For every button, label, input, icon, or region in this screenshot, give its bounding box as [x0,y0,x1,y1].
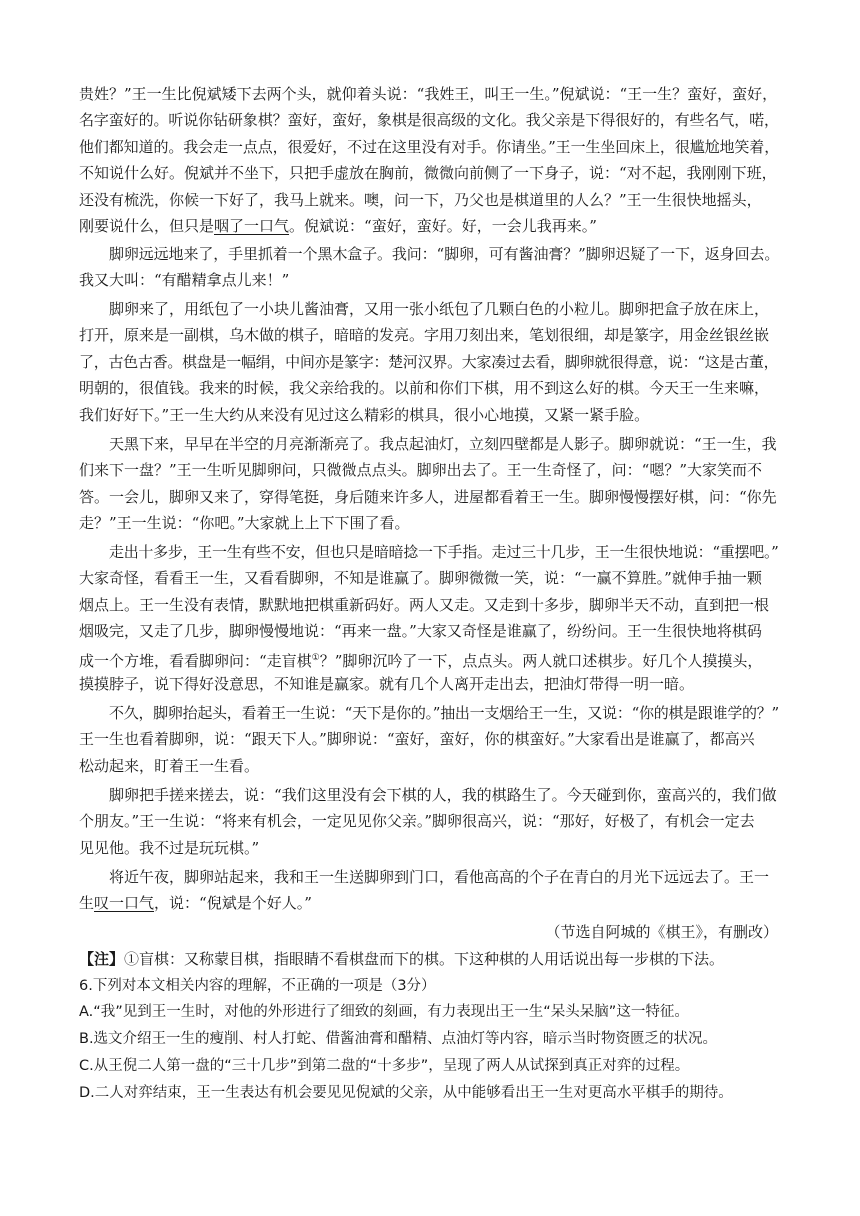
text-line: 不久，脚卵抬起头，看着王一生说：“天下是你的。”抽出一支烟给王一生，又说：“你的棋是跟谁学的？” [109,704,779,722]
text-line: 走出十多步，王一生有些不安，但也只是暗暗捻一下手指。走过三十几步，王一生很快地说：“重摆吧。” [109,543,779,561]
question-stem: 6.下列对本文相关内容的理解，不正确的一项是（3分） [79,978,436,994]
text-line: 们来下一盘？”王一生听见脚卵问，只微微点点头。脚卵出去了。王一生奇怪了，问：“嗯？”大家笑而不 [79,461,763,479]
annotation-note [79,946,779,972]
text-segment: 生 [79,894,95,912]
underlined-phrase: 咽了一口气 [214,217,290,235]
text-line: 烟点上。王一生没有表情，默默地把棋重新码好。两人又走。又走到十多步，脚卵半天不动，直到把一根 [79,596,770,614]
text-line: 走？”王一生说：“你吧。”大家就上上下下围了看。 [79,514,410,532]
text-line: 摸摸脖子，说下得好没意思，不知谁是赢家。就有几个人离开走出去，把油灯带得一明一暗。 [79,675,695,693]
text-line: 大家奇怪，看看王一生，又看看脚卵，不知是谁赢了。脚卵微微一笑，说：“一赢不算胜。”就伸手抽一颗 [79,569,762,587]
text-line-with-underline [79,890,779,916]
text-segment: ，说：“倪斌是个好人。” [154,894,312,912]
text-line: 我又大叫：“有醋精拿点儿来！” [79,271,290,289]
text-line: 贵姓？”王一生比倪斌矮下去两个头，就仰着头说：“我姓王，叫王一生。”倪斌说：“王一生？蛮好，蛮好， [79,85,778,103]
option-d: D.二人对弈结束，王一生表达有机会要见见倪斌的父亲，从中能够看出王一生对更高水平棋手的期待。 [79,1085,733,1101]
option-b: B.选文介绍王一生的瘦削、村人打蛇、借酱油膏和醋精、点油灯等内容，暗示当时物资匮乏的状况。 [79,1031,718,1047]
text-line: 将近午夜，脚卵站起来，我和王一生送脚卵到门口，看他高高的个子在青白的月光下远远去了。王一 [109,868,770,886]
text-line: 答。一会儿，脚卵又来了，穿得笔挺，身后随来许多人，进屋都看着王一生。脚卵慢慢摆好棋，问：“你先 [79,488,777,506]
text-line: 天黑下来，早早在半空的月亮渐渐亮了。我点起油灯，立刻四壁都是人影子。脚卵就说：“王一生，我 [109,435,777,453]
footnote-mark: ① [311,653,320,663]
text-line: 打开，原来是一副棋，乌木做的棋子，暗暗的发亮。字用刀刻出来，笔划很细，却是篆字，用金丝银丝嵌 [79,326,770,344]
text-segment: 成一个方堆，看看脚卵问：“走盲棋 [79,652,312,670]
text-line-with-underline [79,213,779,239]
text-line: 名字蛮好的。听说你钻研象棋？蛮好，蛮好，象棋是很高级的文化。我父亲是下得很好的，有些名气，喏， [79,111,779,129]
text-line-with-footnote [79,645,779,674]
note-label: 【注】 [79,950,125,968]
text-segment: 。倪斌说：“蛮好，蛮好。好，一会儿我再来。” [289,217,597,235]
text-line: 脚卵远远地来了，手里抓着一个黑木盒子。我问：“脚卵，可有酱油膏？”脚卵迟疑了一下，返身回去。 [109,245,780,263]
text-segment: 刚要说什么，但只是 [79,217,215,235]
text-line: 烟吸完，又走了几步，脚卵慢慢地说：“再来一盘。”大家又奇怪是谁赢了，纷纷问。王一生很快地将棋码 [79,622,762,640]
text-line: 脚卵把手搓来搓去，说：“我们这里没有会下棋的人，我的棋路生了。今天碰到你，蛮高兴的，我们做 [109,786,777,804]
text-line: 王一生也看着脚卵，说：“跟天下人。”脚卵说：“蛮好，蛮好，你的棋蛮好。”大家看出是谁赢了，都高兴 [79,730,755,748]
text-line: 个朋友。”王一生说：“将来有机会，一定见见你父亲。”脚卵很高兴，说：“那好，好极了，有机会一定去 [79,812,755,830]
text-line: 他们都知道的。我会走一点点，很爱好，不过在这里没有对手。你请坐。”王一生坐回床上，很尴尬地笑着， [79,138,780,156]
text-line: 不知说什么好。倪斌并不坐下，只把手虚放在胸前，微微向前侧了一下身子，说：“对不起，我刚刚下班， [79,164,777,182]
underlined-phrase: 叹一口气 [94,894,155,912]
text-line: 松动起来，盯着王一生看。 [79,757,260,775]
note-text: ①盲棋：又称蒙目棋，指眼睛不看棋盘而下的棋。下这种棋的人用话说出每一步棋的下法。 [124,950,725,968]
option-a: A.“我”见到王一生时，对他的外形进行了细致的刻画，有力表现出王一生“呆头呆脑”这一特征。 [79,1004,689,1020]
text-segment: ？”脚卵沉吟了一下，点点头。两人就口述棋步。好几个人摸摸头， [319,652,763,670]
text-line: 还没有梳洗，你候一下好了，我马上就来。噢，问一下，乃父也是棋道里的人么？”王一生很快地摇头， [79,191,762,209]
option-c: C.从王倪二人第一盘的“三十几步”到第二盘的“十多步”，呈现了两人从试探到真正对弈的过程。 [79,1058,690,1074]
text-line: 明朝的，很值钱。我来的时候，我父亲给我的。以前和你们下棋，用不到这么好的棋。今天王一生来嘛， [79,379,770,397]
text-line: 见见他。我不过是玩玩棋。” [79,839,260,857]
source-citation: （节选自阿城的《棋王》，有删改） [545,923,778,941]
text-line: 了，古色古香。棋盘是一幅绢，中间亦是篆字：楚河汉界。大家凑过去看，脚卵就很得意，说：“这是古董， [79,353,779,371]
text-line: 我们好好下。”王一生大约从来没有见过这么精彩的棋具，很小心地摸，又紧一紧手脸。 [79,406,650,424]
text-line: 脚卵来了，用纸包了一小块儿酱油膏，又用一张小纸包了几颗白色的小粒儿。脚卵把盒子放在床上， [109,300,770,318]
